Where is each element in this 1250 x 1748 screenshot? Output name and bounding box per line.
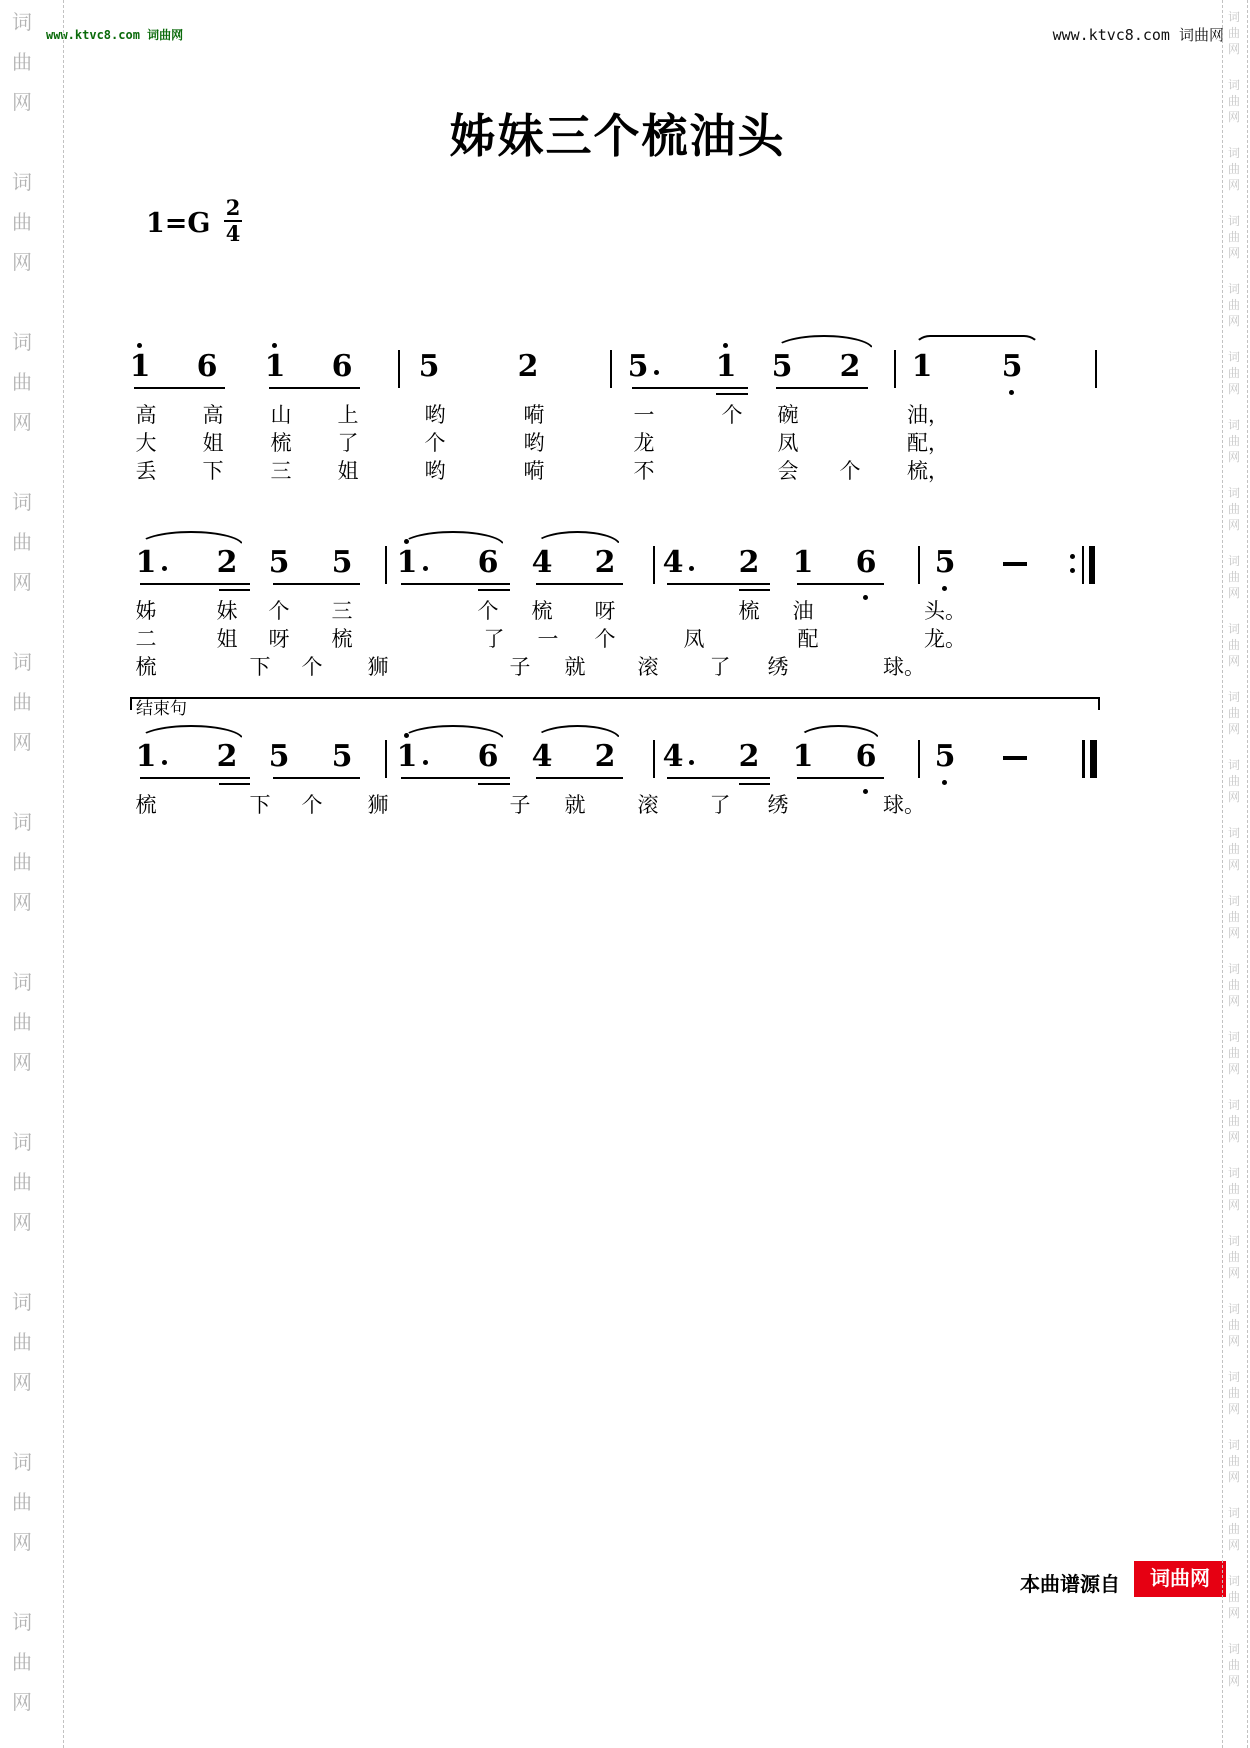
watermark-char: 词 — [1228, 78, 1241, 92]
lyric-syllable: 下 — [249, 655, 271, 679]
watermark-char: 网 — [12, 732, 32, 754]
watermark-char: 曲 — [1228, 842, 1241, 856]
header-left-site-link[interactable]: www.ktvc8.com 词曲网 — [46, 28, 184, 42]
watermark-char: 词 — [1228, 214, 1241, 228]
note-digit: 1 — [135, 545, 157, 580]
watermark-char: 网 — [1228, 314, 1241, 328]
octave-dot-low — [863, 595, 868, 600]
watermark-char: 网 — [12, 92, 32, 114]
beam-line — [739, 783, 770, 785]
lyric-syllable: 个 — [268, 599, 290, 623]
watermark-char: 网 — [12, 572, 32, 594]
watermark-char: 曲 — [12, 52, 32, 74]
note-digit: 5 — [331, 739, 353, 774]
lyric-syllable: 下 — [249, 793, 271, 817]
beam-line — [478, 783, 510, 785]
note-digit: 1 — [792, 739, 814, 774]
watermark-char: 曲 — [1228, 1386, 1241, 1400]
barline — [398, 350, 400, 388]
watermark-char: 词 — [12, 332, 32, 354]
lyric-syllable: 子 — [509, 655, 531, 679]
watermark-char: 网 — [1228, 994, 1241, 1008]
lyric-syllable: 一 — [633, 403, 655, 427]
beam-line — [536, 777, 623, 779]
note-digit: 6 — [196, 349, 218, 384]
beam-line — [134, 387, 225, 389]
note-digit: 5 — [771, 349, 793, 384]
watermark-char: 曲 — [1228, 298, 1241, 312]
watermark-char: 词 — [12, 12, 32, 34]
lyric-syllable: 高 — [202, 403, 224, 427]
lyric-syllable: 配 — [797, 627, 819, 651]
beam-line — [273, 777, 360, 779]
lyric-syllable: 绣 — [767, 655, 789, 679]
lyric-syllable: 上 — [337, 403, 359, 427]
lyric-syllable: 姐 — [202, 431, 224, 455]
watermark-char: 词 — [1228, 282, 1241, 296]
lyric-syllable: 不 — [633, 459, 655, 483]
octave-dot-low — [1009, 390, 1014, 395]
lyric-syllable: 凤 — [777, 431, 799, 455]
watermark-char: 词 — [12, 972, 32, 994]
watermark-char: 曲 — [12, 1012, 32, 1034]
lyric-syllable: 姊 — [135, 599, 157, 623]
watermark-char: 曲 — [12, 1492, 32, 1514]
watermark-char: 网 — [1228, 110, 1241, 124]
lyric-syllable: 一 — [537, 627, 559, 651]
watermark-char: 网 — [1228, 926, 1241, 940]
ending-bracket — [130, 697, 1100, 710]
note-digit: 1 — [715, 349, 737, 384]
note-digit: 4 — [662, 545, 684, 580]
octave-dot-high — [137, 343, 142, 348]
beam-line — [716, 393, 748, 395]
lyric-syllable: 高 — [135, 403, 157, 427]
note-digit: 5 — [418, 349, 440, 384]
duration-dot — [423, 760, 428, 765]
slur-arc — [534, 725, 621, 740]
lyric-syllable: 梳 — [270, 431, 292, 455]
note-digit: 1 — [396, 545, 418, 580]
note-digit: 6 — [477, 739, 499, 774]
watermark-char: 曲 — [1228, 162, 1241, 176]
barline — [1095, 350, 1097, 388]
barline — [918, 740, 920, 778]
barline — [385, 740, 387, 778]
lyric-syllable: 了 — [709, 793, 731, 817]
lyric-syllable: 狮 — [367, 793, 389, 817]
lyric-syllable: 嗬 — [523, 459, 545, 483]
lyric-syllable: 梳 — [135, 655, 157, 679]
watermark-char: 词 — [1228, 1234, 1241, 1248]
note-digit: 6 — [477, 545, 499, 580]
watermark-char: 曲 — [12, 1172, 32, 1194]
watermark-char: 词 — [1228, 418, 1241, 432]
watermark-char: 词 — [1228, 690, 1241, 704]
note-digit: 2 — [594, 545, 616, 580]
watermark-char: 网 — [1228, 790, 1241, 804]
note-digit: 5 — [934, 739, 956, 774]
watermark-char: 曲 — [12, 852, 32, 874]
beam-line — [140, 583, 250, 585]
duration-dot — [689, 760, 694, 765]
note-digit: 2 — [517, 349, 539, 384]
lyric-syllable: 嗬 — [523, 403, 545, 427]
barline — [918, 546, 920, 584]
watermark-char: 曲 — [1228, 1658, 1241, 1672]
lyric-syllable: 子 — [509, 793, 531, 817]
watermark-char: 曲 — [12, 212, 32, 234]
duration-dot — [423, 566, 428, 571]
lyric-syllable: 哟 — [424, 459, 446, 483]
watermark-char: 曲 — [1228, 1590, 1241, 1604]
barline — [653, 546, 655, 584]
note-digit: 5 — [627, 349, 649, 384]
footer-site-badge[interactable]: 词曲网 — [1134, 1561, 1226, 1597]
beam-line — [401, 777, 510, 779]
watermark-char: 词 — [1228, 826, 1241, 840]
lyric-syllable: 梳 — [135, 793, 157, 817]
duration-dot — [162, 760, 167, 765]
note-digit: 4 — [531, 545, 553, 580]
duration-dot — [654, 370, 659, 375]
lyric-syllable: 个 — [301, 793, 323, 817]
watermark-char: 网 — [1228, 1198, 1241, 1212]
lyric-syllable: 油 — [792, 599, 814, 623]
watermark-char: 词 — [1228, 1030, 1241, 1044]
watermark-char: 网 — [1228, 858, 1241, 872]
watermark-char: 曲 — [1228, 1114, 1241, 1128]
watermark-char: 网 — [12, 412, 32, 434]
lyric-syllable: 姐 — [337, 459, 359, 483]
note-digit: 6 — [855, 739, 877, 774]
lyric-syllable: 个 — [301, 655, 323, 679]
watermark-divider — [1222, 0, 1223, 1748]
beam-line — [401, 583, 510, 585]
beam-line — [269, 387, 360, 389]
note-digit: 2 — [738, 739, 760, 774]
watermark-char: 词 — [1228, 1506, 1241, 1520]
watermark-char: 网 — [12, 1372, 32, 1394]
watermark-char: 词 — [12, 172, 32, 194]
beam-line — [273, 583, 360, 585]
watermark-char: 曲 — [1228, 638, 1241, 652]
beam-line — [536, 583, 623, 585]
time-signature-numerator: 2 — [225, 195, 241, 220]
beam-line — [219, 589, 250, 591]
beam-line — [797, 583, 884, 585]
watermark-char: 网 — [12, 252, 32, 274]
lyric-syllable: 就 — [564, 655, 586, 679]
watermark-char: 网 — [1228, 382, 1241, 396]
lyric-syllable: 龙 — [633, 431, 655, 455]
repeat-dot — [1070, 568, 1075, 573]
repeat-barline-thick — [1089, 546, 1095, 584]
lyric-syllable: 会 — [777, 459, 799, 483]
lyric-syllable: 绣 — [767, 793, 789, 817]
beam-line — [140, 777, 250, 779]
watermark-char: 词 — [1228, 894, 1241, 908]
watermark-char: 网 — [1228, 1130, 1241, 1144]
barline — [385, 546, 387, 584]
lyric-syllable: 球。 — [883, 793, 925, 817]
watermark-char: 网 — [1228, 1402, 1241, 1416]
watermark-char: 曲 — [1228, 434, 1241, 448]
slur-arc — [138, 531, 244, 546]
lyric-syllable: 二 — [135, 627, 157, 651]
lyric-syllable: 个 — [721, 403, 743, 427]
octave-dot-low — [863, 789, 868, 794]
lyric-syllable: 三 — [331, 599, 353, 623]
time-signature-denominator: 4 — [225, 221, 241, 246]
note-digit: 5 — [934, 545, 956, 580]
lyric-syllable: 梳 — [331, 627, 353, 651]
watermark-char: 网 — [1228, 518, 1241, 532]
lyric-syllable: 个 — [424, 431, 446, 455]
watermark-char: 网 — [1228, 1062, 1241, 1076]
watermark-divider — [63, 0, 64, 1748]
watermark-char: 曲 — [1228, 910, 1241, 924]
watermark-char: 词 — [1228, 146, 1241, 160]
note-digit: 6 — [331, 349, 353, 384]
lyric-syllable: 哟 — [523, 431, 545, 455]
lyric-syllable: 个 — [839, 459, 861, 483]
lyric-syllable: 梳 — [531, 599, 553, 623]
watermark-char: 曲 — [1228, 1182, 1241, 1196]
beam-line — [797, 777, 884, 779]
watermark-divider — [1247, 0, 1248, 1748]
note-digit: 5 — [1001, 349, 1023, 384]
watermark-char: 网 — [12, 892, 32, 914]
octave-dot-high — [723, 343, 728, 348]
beam-line — [739, 589, 770, 591]
watermark-char: 网 — [1228, 1674, 1241, 1688]
repeat-dot — [1070, 554, 1075, 559]
ending-bracket-label: 结束句 — [136, 699, 187, 718]
octave-dot-low — [942, 586, 947, 591]
watermark-char: 网 — [1228, 450, 1241, 464]
note-digit: 2 — [839, 349, 861, 384]
note-digit: 2 — [216, 545, 238, 580]
lyric-syllable: 碗 — [777, 403, 799, 427]
watermark-char: 网 — [12, 1692, 32, 1714]
slur-arc — [797, 725, 880, 740]
note-digit: 2 — [216, 739, 238, 774]
slur-arc — [774, 335, 874, 350]
lyric-syllable: 妹 — [216, 599, 238, 623]
watermark-char: 词 — [1228, 350, 1241, 364]
watermark-char: 词 — [12, 652, 32, 674]
repeat-barline-thin — [1082, 546, 1084, 584]
slur-arc — [138, 725, 244, 740]
watermark-char: 曲 — [1228, 706, 1241, 720]
header-right-site-link[interactable]: www.ktvc8.com 词曲网 — [1052, 26, 1224, 44]
lyric-syllable: 梳 — [738, 599, 760, 623]
barline — [894, 350, 896, 388]
key-signature: 1=G — [146, 208, 211, 239]
lyric-syllable: 哟 — [424, 403, 446, 427]
lyric-syllable: 滚 — [637, 655, 659, 679]
duration-dot — [162, 566, 167, 571]
watermark-char: 曲 — [1228, 978, 1241, 992]
beam-line — [219, 783, 250, 785]
slur-arc — [534, 531, 621, 546]
note-digit: 5 — [268, 545, 290, 580]
watermark-char: 曲 — [1228, 774, 1241, 788]
note-digit: 4 — [531, 739, 553, 774]
slur-arc — [401, 531, 505, 546]
lyric-syllable: 下 — [202, 459, 224, 483]
beam-line — [667, 583, 770, 585]
half-note-dash — [1003, 756, 1027, 760]
watermark-char: 曲 — [1228, 1046, 1241, 1060]
lyric-syllable: 个 — [594, 627, 616, 651]
lyric-syllable: 梳， — [907, 459, 949, 483]
watermark-char: 网 — [1228, 586, 1241, 600]
watermark-char: 曲 — [1228, 502, 1241, 516]
watermark-char: 词 — [12, 492, 32, 514]
watermark-char: 曲 — [1228, 366, 1241, 380]
watermark-char: 词 — [1228, 1098, 1241, 1112]
lyric-syllable: 凤 — [683, 627, 705, 651]
lyric-syllable: 呀 — [268, 627, 290, 651]
watermark-char: 曲 — [12, 1332, 32, 1354]
lyric-syllable: 球。 — [883, 655, 925, 679]
watermark-char: 网 — [1228, 1266, 1241, 1280]
lyric-syllable: 配， — [907, 431, 949, 455]
note-digit: 2 — [594, 739, 616, 774]
watermark-char: 词 — [12, 1292, 32, 1314]
watermark-char: 网 — [1228, 42, 1241, 56]
lyric-syllable: 头。 — [924, 599, 966, 623]
watermark-char: 网 — [1228, 654, 1241, 668]
watermark-char: 网 — [1228, 1334, 1241, 1348]
beam-line — [478, 589, 510, 591]
beam-line — [667, 777, 770, 779]
watermark-char: 词 — [1228, 1438, 1241, 1452]
watermark-char: 词 — [12, 812, 32, 834]
time-signature — [216, 197, 250, 245]
watermark-char: 曲 — [1228, 570, 1241, 584]
note-digit: 1 — [129, 349, 151, 384]
lyric-syllable: 了 — [483, 627, 505, 651]
watermark-char: 曲 — [1228, 1318, 1241, 1332]
watermark-char: 词 — [1228, 622, 1241, 636]
lyric-syllable: 呀 — [594, 599, 616, 623]
lyric-syllable: 了 — [709, 655, 731, 679]
watermark-char: 网 — [1228, 1538, 1241, 1552]
watermark-char: 词 — [12, 1132, 32, 1154]
watermark-char: 网 — [1228, 1606, 1241, 1620]
watermark-char: 词 — [12, 1452, 32, 1474]
watermark-char: 词 — [1228, 1574, 1241, 1588]
watermark-char: 曲 — [12, 532, 32, 554]
lyric-syllable: 山 — [270, 403, 292, 427]
watermark-char: 词 — [1228, 1642, 1241, 1656]
beam-line — [776, 387, 868, 389]
octave-dot-high — [272, 343, 277, 348]
watermark-char: 词 — [1228, 1302, 1241, 1316]
watermark-char: 词 — [1228, 10, 1241, 24]
watermark-char: 网 — [1228, 722, 1241, 736]
watermark-char: 网 — [1228, 246, 1241, 260]
watermark-char: 曲 — [1228, 1454, 1241, 1468]
watermark-char: 词 — [1228, 486, 1241, 500]
watermark-char: 网 — [12, 1052, 32, 1074]
watermark-char: 词 — [1228, 554, 1241, 568]
lyric-syllable: 滚 — [637, 793, 659, 817]
watermark-char: 曲 — [12, 1652, 32, 1674]
half-note-dash — [1003, 562, 1027, 566]
beam-line — [632, 387, 748, 389]
watermark-char: 网 — [12, 1212, 32, 1234]
watermark-char: 词 — [1228, 758, 1241, 772]
lyric-syllable: 大 — [135, 431, 157, 455]
lyric-syllable: 了 — [337, 431, 359, 455]
note-digit: 4 — [662, 739, 684, 774]
note-digit: 5 — [268, 739, 290, 774]
note-digit: 1 — [792, 545, 814, 580]
watermark-char: 曲 — [12, 692, 32, 714]
note-digit: 2 — [738, 545, 760, 580]
lyric-syllable: 狮 — [367, 655, 389, 679]
note-digit: 1 — [911, 349, 933, 384]
footer-source-text: 本曲谱源自 — [1020, 1574, 1120, 1596]
song-title: 姊妹三个梳油头 — [449, 111, 786, 162]
slur-arc — [401, 725, 505, 740]
watermark-char: 词 — [12, 1612, 32, 1634]
watermark-char: 曲 — [1228, 26, 1241, 40]
lyric-syllable: 姐 — [216, 627, 238, 651]
octave-dot-low — [942, 780, 947, 785]
watermark-char: 曲 — [1228, 1522, 1241, 1536]
watermark-char: 曲 — [1228, 1250, 1241, 1264]
watermark-char: 词 — [1228, 1166, 1241, 1180]
lyric-syllable: 个 — [477, 599, 499, 623]
lyric-syllable: 丢 — [135, 459, 157, 483]
lyric-syllable: 三 — [270, 459, 292, 483]
note-digit: 1 — [264, 349, 286, 384]
watermark-char: 曲 — [1228, 230, 1241, 244]
duration-dot — [689, 566, 694, 571]
watermark-char: 网 — [1228, 178, 1241, 192]
note-digit: 1 — [396, 739, 418, 774]
watermark-char: 曲 — [1228, 94, 1241, 108]
watermark-char: 曲 — [12, 372, 32, 394]
note-digit: 5 — [331, 545, 353, 580]
barline — [653, 740, 655, 778]
note-digit: 1 — [135, 739, 157, 774]
note-digit: 6 — [855, 545, 877, 580]
barline — [610, 350, 612, 388]
lyric-syllable: 龙。 — [924, 627, 966, 651]
final-barline-thin — [1082, 740, 1085, 778]
final-barline-thick — [1090, 740, 1097, 778]
watermark-char: 网 — [1228, 1470, 1241, 1484]
watermark-char: 词 — [1228, 962, 1241, 976]
watermark-char: 网 — [12, 1532, 32, 1554]
watermark-char: 词 — [1228, 1370, 1241, 1384]
lyric-syllable: 就 — [564, 793, 586, 817]
tie-arc — [914, 335, 1040, 350]
lyric-syllable: 油， — [907, 403, 949, 427]
